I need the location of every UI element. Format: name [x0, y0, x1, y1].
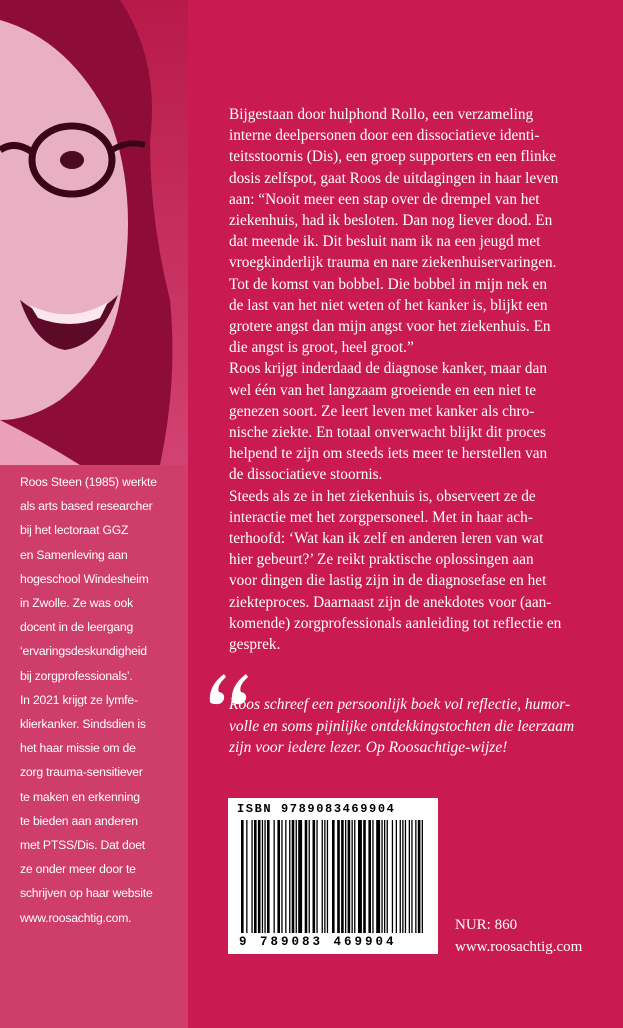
barcode-bar: [267, 820, 270, 933]
quote-line: volle en soms pijnlijke ontdekkingstochten die leerzaam: [229, 717, 575, 735]
blurb-line: ziekteproces. Daarnaast zijn de anekdotes voor (aan-: [229, 593, 552, 611]
blurb-line: grotere angst dan mijn angst voor het ziekenhuis. En: [229, 318, 551, 336]
barcode-bar: [354, 820, 355, 933]
bio-line: klierkanker. Sindsdien is: [20, 717, 146, 732]
barcode-bar: [376, 820, 380, 933]
bio-line: zorg trauma-sensitiever: [20, 765, 143, 780]
barcode-bar: [396, 820, 397, 933]
blurb-line: ziekenhuis, had ik besloten. Dan nog liever dood. En: [229, 212, 553, 230]
barcode-bar: [381, 820, 382, 933]
barcode-bar: [422, 820, 423, 933]
barcode-bar: [387, 820, 388, 933]
barcode-bar: [345, 820, 346, 933]
barcode-bar: [363, 820, 366, 933]
barcode-bar: [277, 820, 280, 933]
bio-line: schrijven op haar website: [20, 886, 153, 901]
bio-line: hogeschool Windesheim: [20, 571, 149, 586]
barcode-bar: [274, 820, 275, 933]
blurb-line: die angst is groot, heel groot.”: [229, 339, 414, 357]
barcode-bar: [258, 820, 261, 933]
barcode-bar: [316, 820, 317, 933]
blurb-line: Tot de komst van bobbel. Die bobbel in mijn nek en: [229, 275, 547, 293]
blurb-line: genezen soort. Ze leert leven met kanker als chro-: [229, 402, 535, 420]
isbn-digits: 9 789083 469904: [239, 935, 397, 949]
bio-line: als arts based researcher: [20, 499, 153, 514]
blurb-line: wel één van het langzaam groeiende en een niet te: [229, 381, 537, 399]
blurb-line: voor dingen die lastig zijn in de diagnosefase en het: [229, 572, 547, 590]
blurb-line: Roos krijgt inderdaad de diagnose kanker, maar dan: [229, 360, 547, 378]
bio-line: docent in de leergang: [20, 620, 134, 635]
barcode-bar: [251, 820, 252, 933]
barcode-bar: [254, 820, 257, 933]
barcode-bar: [281, 820, 282, 933]
barcode-bar: [285, 820, 286, 933]
barcode-bar: [313, 820, 316, 933]
barcode-bar: [262, 820, 263, 933]
blurb-line: terhoofd: ‘Wat kan ik zelf en anderen leren van wat: [229, 530, 544, 548]
author-photo: [0, 0, 188, 465]
barcode-bar: [358, 820, 362, 933]
bio-line: te bieden aan anderen: [20, 813, 138, 828]
blurb-line: aan: “Nooit meer een stap over de drempel van het: [229, 190, 540, 208]
barcode-bar: [372, 820, 373, 933]
blurb-line: dat meende ik. Dit besluit nam ik na een jeugd met: [229, 233, 541, 251]
blurb-line: hier gebeurt?’ Ze reikt praktische oplossingen aan: [229, 551, 534, 569]
website-link[interactable]: www.roosachtig.com: [455, 939, 583, 955]
barcode-bar: [241, 820, 244, 933]
barcode-bar: [246, 820, 247, 933]
blurb-line: teitsstoornis (Dis), een groep supporters en een flinke: [229, 148, 557, 166]
blurb-line: de last van het niet weten of het kanker is, blijkt een: [229, 296, 548, 314]
bio-line: ‘ervaringsdeskundigheid: [20, 644, 147, 659]
bio-line: Roos Steen (1985) werkte: [20, 475, 157, 489]
barcode-bar: [415, 820, 416, 933]
blurb: [229, 104, 614, 655]
barcode-bar: [392, 820, 393, 933]
barcode-bar: [324, 820, 325, 933]
blurb-line: Steeds als ze in het ziekenhuis is, observeert ze de: [229, 487, 536, 505]
blurb-line: interactie met het zorgpersoneel. Met in haar ach-: [229, 508, 533, 526]
barcode-bar: [418, 820, 421, 933]
blurb-line: dosis zelfspot, gaat Roos de uitdagingen in haar leven: [229, 169, 559, 187]
barcode-bar: [400, 820, 401, 933]
barcode-bars: [241, 820, 427, 933]
barcode-bar: [305, 820, 308, 933]
barcode-bar: [411, 820, 412, 933]
blurb-line: vroegkinderlijk trauma en nare ziekenhuiservaringen.: [229, 254, 557, 272]
barcode-bar: [289, 820, 290, 933]
blurb-line: interne deelpersonen door een dissociatieve identi-: [229, 127, 540, 145]
blurb-line: de dissociatieve stoornis.: [229, 466, 383, 484]
bio-line: het haar missie om de: [20, 741, 136, 756]
blurb-line: Bijgestaan door hulphond Rollo, een verzameling: [229, 106, 534, 123]
barcode-bar: [322, 820, 323, 933]
blurb-line: helpend te zijn om steeds iets meer te herstellen van: [229, 445, 548, 463]
quote-line: zijn voor iedere lezer. Op Roosachtige-wijze!: [229, 739, 508, 757]
barcode-bar: [332, 820, 335, 933]
barcode-bar: [368, 820, 371, 933]
barcode-bar: [292, 820, 295, 933]
author-bio: [20, 470, 180, 930]
barcode-bar: [296, 820, 297, 933]
bio-line: met PTSS/Dis. Dat doet: [20, 838, 145, 853]
isbn-label: ISBN 9789083469904: [237, 802, 396, 816]
barcode-bar: [264, 820, 265, 933]
barcode-bar: [327, 820, 328, 933]
bio-line: bij zorgprofessionals’.: [20, 668, 133, 683]
barcode-bar: [402, 820, 403, 933]
blurb-line: komende) zorgprofessionals aanleiding tot reflectie en gesprek.: [229, 614, 562, 654]
barcode-bar: [409, 820, 410, 933]
bio-line: ze onder meer door te: [20, 862, 136, 877]
author-panel: [0, 0, 188, 1028]
barcode-bar: [384, 820, 385, 933]
bio-line: www.roosachtig.com.: [20, 910, 132, 925]
barcode-bar: [309, 820, 310, 933]
quote-line: Roos schreef een persoonlijk boek vol reflectie, humor-: [229, 696, 571, 713]
bio-line: in Zwolle. Ze was ook: [20, 596, 133, 611]
barcode-bar: [348, 820, 351, 933]
isbn-barcode: [228, 798, 438, 954]
bio-line: bij het lectoraat GGZ: [20, 523, 129, 538]
barcode-bar: [352, 820, 353, 933]
bio-line: te maken en erkenning: [20, 789, 140, 804]
bio-line: en Samenleving aan: [20, 547, 128, 562]
bio-line: In 2021 krijgt ze lymfe-: [20, 692, 138, 707]
pull-quote: [229, 694, 614, 759]
blurb-line: nische ziekte. En totaal onverwacht blijkt dit proces: [229, 424, 546, 442]
barcode-bar: [341, 820, 344, 933]
barcode-bar: [298, 820, 302, 933]
barcode-bar: [405, 820, 406, 933]
nur-code: NUR: 860: [455, 917, 518, 933]
barcode-bar: [337, 820, 340, 933]
